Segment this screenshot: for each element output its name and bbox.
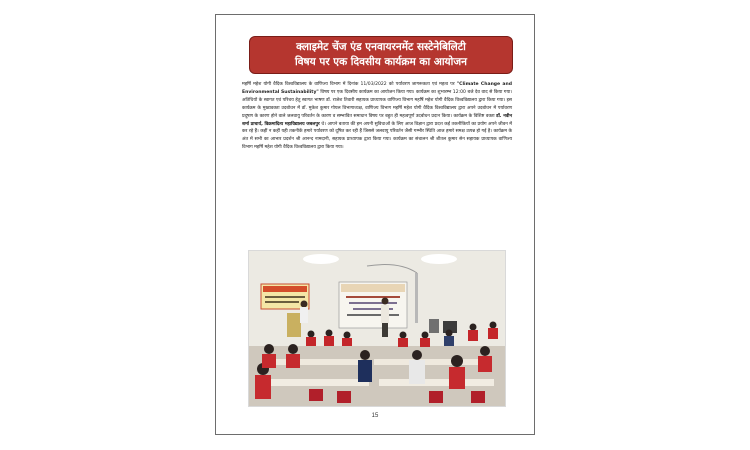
paragraph-part-2: विषय पर एक दिवसीय कार्यक्रम का आयोजन किया गया। कार्यक्रम का शुभारम्भ 12:00 बजे देव वाद से किया गया। अतिथियों के स्वागत एवं परिचय हेतु स्वागत भाषण डॉ. राजेश तिवारी सहायक प्राध्यापक वाणिज्य विभाग महर्षि महेश योगी वैदिक विश्वविद्यालय द्वारा किया गया। इस कार्यक्रम के मुख्यवक्ता उदबोधन में डॉ. मुकेश कुमार गोयल विभागाध्यक्ष, वाणिज्य विभाग महर्षि महेश योगी वैदिक विश्वविद्यालय द्वारा अपने उदबोधन में पर्यावरण प्रदूषण के कारण होने वाले जलवायु परिवर्तन के कारण व सम्भावित समाधान विषय पर बहुत ही महत्वपूर्ण उदबोधन प्रदान किया। कार्यक्रम के विशिष्ट वक्ता <box>242 89 512 119</box>
body-paragraph <box>242 81 512 152</box>
page-number: 15 <box>371 413 379 419</box>
special-speaker: डॉ. नवीन शर्मा प्राचार्य, विक्रमादित्य महाविद्यालय जबलपुर <box>242 113 512 127</box>
paragraph-part-3: थे। आपने बताया की हम अपनी सुविधाओं के लिए आज विज्ञान द्वारा प्रदत्त कई तकनीकियों का प्रयोग अपने जीवन में कर रहे हैं। कहीं न कहीं यही तकनीकें हमारे पर्यावरण को दूषित कर रही हैं जिससे जलवायु परिवर्तन जैसी गम्भीर स्थिति आज हमारे समक्ष उत्पन्न हो गई है। कार्यक्रम के अंत में सभी का आभार प्रदर्शन श्री आनन्द नामदानी, सहायक प्राध्यापक द्वारा किया गया। कार्यक्रम का संचालन श्री शीतल कुमार सेन सहायक प्राध्यापक वाणिज्य विभाग महर्षि महेश योगी वैदिक विश्वविद्यालय द्वारा किया गया। <box>242 121 512 151</box>
event-photo <box>248 250 506 407</box>
title-banner <box>249 36 513 74</box>
title-line-2: विषय पर एक दिवसीय कार्यक्रम का आयोजन <box>295 56 467 68</box>
paragraph-part-1: महर्षि महेश योगी वैदिक विश्वविद्यालय के वाणिज्य विभाग में दिनांक 11/03/2022 को पर्यावरण जागरूकता एवं महत्व पर <box>242 82 457 87</box>
english-topic: "Climate Change and Environmental Sustainability" <box>242 82 512 95</box>
title-line-1: क्लाइमेट चेंज एंड एनवायरनमेंट सस्टेनेबिलिटी <box>296 41 466 53</box>
classroom-photo-illustration <box>249 251 506 407</box>
document-page <box>215 14 535 435</box>
